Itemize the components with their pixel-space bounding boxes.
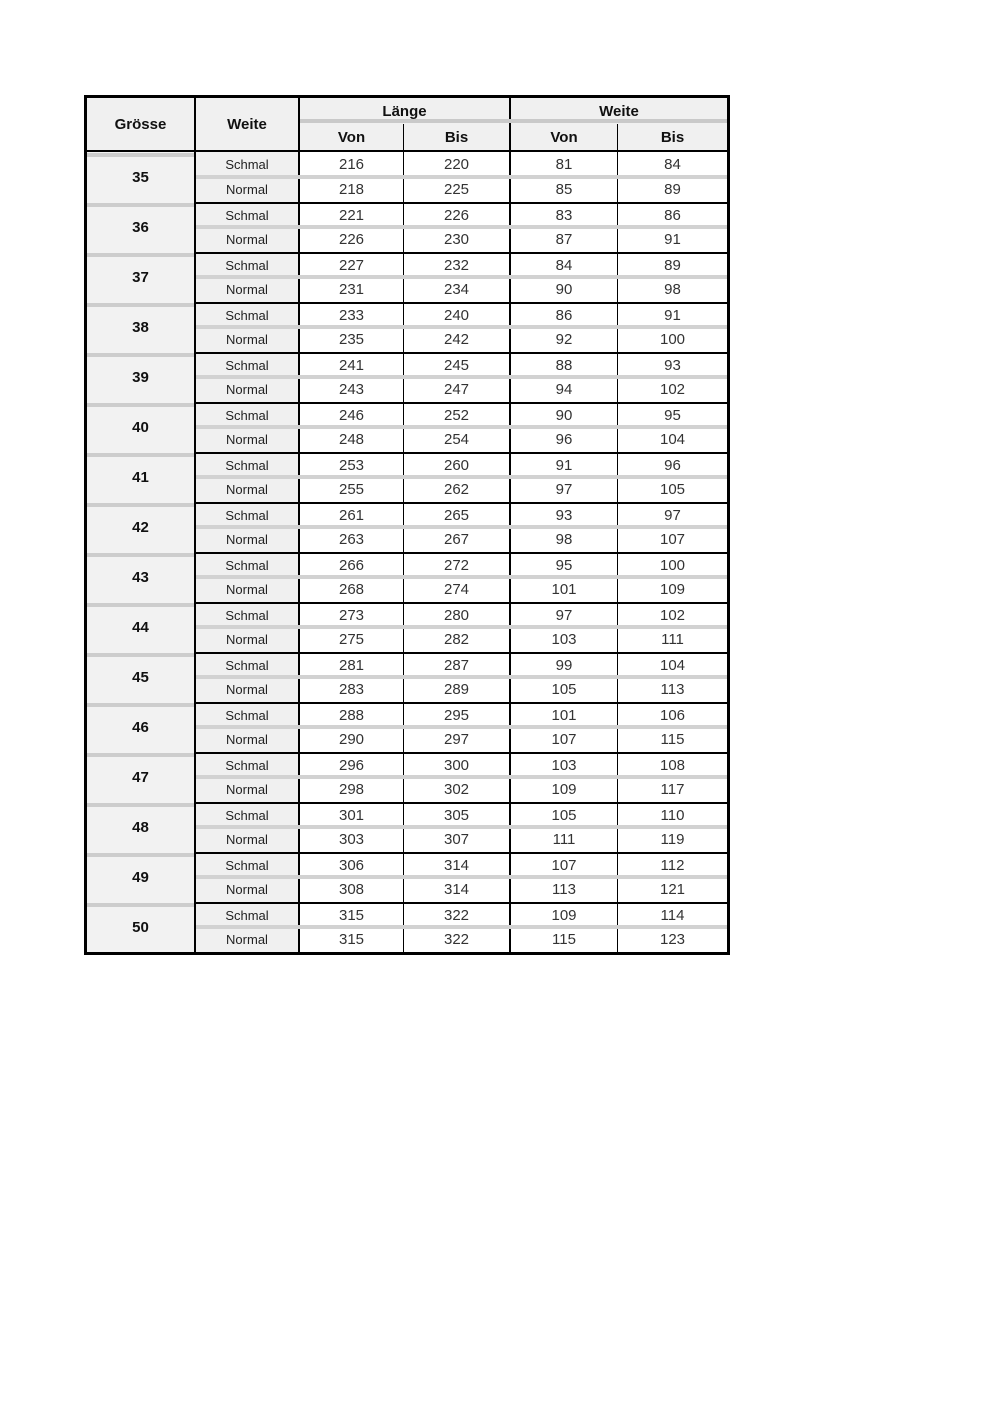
value-cell: 110 — [618, 802, 727, 827]
value-cell: 90 — [511, 277, 618, 302]
header-weite-group: Weite — [599, 102, 639, 120]
weite-label-cell: Schmal — [196, 752, 300, 777]
value-cell: 235 — [300, 327, 404, 352]
value-cell: 281 — [300, 652, 404, 677]
value-cell: 314 — [404, 877, 511, 902]
weite-label-cell: Schmal — [196, 652, 300, 677]
value-cell: 227 — [300, 252, 404, 277]
value-cell: 245 — [404, 352, 511, 377]
value-cell: 115 — [511, 927, 618, 952]
value-cell: 106 — [618, 702, 727, 727]
weite-label-cell: Normal — [196, 927, 300, 952]
value-cell: 241 — [300, 352, 404, 377]
weite-label-cell: Schmal — [196, 502, 300, 527]
value-cell: 265 — [404, 502, 511, 527]
value-cell: 288 — [300, 702, 404, 727]
table-row-group — [87, 302, 727, 352]
weite-label-cell: Normal — [196, 677, 300, 702]
value-cell: 242 — [404, 327, 511, 352]
value-cell: 261 — [300, 502, 404, 527]
value-cell: 274 — [404, 577, 511, 602]
value-cell: 113 — [618, 677, 727, 702]
value-cell: 308 — [300, 877, 404, 902]
value-cell: 283 — [300, 677, 404, 702]
value-cell: 290 — [300, 727, 404, 752]
table-row-group — [87, 452, 727, 502]
table-row-group — [87, 752, 727, 802]
value-cell: 91 — [618, 227, 727, 252]
value-cell: 303 — [300, 827, 404, 852]
value-cell: 85 — [511, 177, 618, 202]
value-cell: 102 — [618, 602, 727, 627]
value-cell: 226 — [300, 227, 404, 252]
size-cell: 50 — [87, 902, 196, 952]
value-cell: 112 — [618, 852, 727, 877]
value-cell: 267 — [404, 527, 511, 552]
value-cell: 91 — [618, 302, 727, 327]
header-weite: Weite — [196, 98, 300, 150]
value-cell: 273 — [300, 602, 404, 627]
size-cell: 49 — [87, 852, 196, 902]
value-cell: 300 — [404, 752, 511, 777]
size-cell: 40 — [87, 402, 196, 452]
value-cell: 296 — [300, 752, 404, 777]
value-cell: 103 — [511, 752, 618, 777]
value-cell: 255 — [300, 477, 404, 502]
weite-label-cell: Schmal — [196, 852, 300, 877]
size-cell: 35 — [87, 152, 196, 202]
weite-label-cell: Schmal — [196, 702, 300, 727]
value-cell: 119 — [618, 827, 727, 852]
value-cell: 298 — [300, 777, 404, 802]
value-cell: 89 — [618, 252, 727, 277]
value-cell: 268 — [300, 577, 404, 602]
value-cell: 220 — [404, 152, 511, 177]
weite-label-cell: Normal — [196, 227, 300, 252]
value-cell: 297 — [404, 727, 511, 752]
value-cell: 322 — [404, 902, 511, 927]
value-cell: 88 — [511, 352, 618, 377]
value-cell: 322 — [404, 927, 511, 952]
value-cell: 90 — [511, 402, 618, 427]
header-laenge-group: Länge — [300, 98, 511, 124]
table-row-group — [87, 852, 727, 902]
table-row-group — [87, 352, 727, 402]
value-cell: 221 — [300, 202, 404, 227]
value-cell: 84 — [618, 152, 727, 177]
value-cell: 97 — [618, 502, 727, 527]
value-cell: 302 — [404, 777, 511, 802]
table-row-group — [87, 702, 727, 752]
header-laenge-bis: Bis — [404, 124, 511, 150]
value-cell: 315 — [300, 902, 404, 927]
value-cell: 263 — [300, 527, 404, 552]
value-cell: 108 — [618, 752, 727, 777]
value-cell: 109 — [618, 577, 727, 602]
value-cell: 92 — [511, 327, 618, 352]
value-cell: 102 — [618, 377, 727, 402]
value-cell: 307 — [404, 827, 511, 852]
size-cell: 38 — [87, 302, 196, 352]
value-cell: 107 — [511, 852, 618, 877]
weite-label-cell: Normal — [196, 327, 300, 352]
value-cell: 231 — [300, 277, 404, 302]
weite-label-cell: Schmal — [196, 452, 300, 477]
value-cell: 87 — [511, 227, 618, 252]
value-cell: 218 — [300, 177, 404, 202]
value-cell: 99 — [511, 652, 618, 677]
table-body — [87, 152, 727, 952]
weite-label-cell: Schmal — [196, 602, 300, 627]
value-cell: 103 — [511, 627, 618, 652]
weite-label-cell: Schmal — [196, 152, 300, 177]
value-cell: 100 — [618, 552, 727, 577]
table-row-group — [87, 652, 727, 702]
value-cell: 226 — [404, 202, 511, 227]
size-cell: 44 — [87, 602, 196, 652]
value-cell: 111 — [511, 827, 618, 852]
weite-label-cell: Schmal — [196, 352, 300, 377]
table-row-group — [87, 402, 727, 452]
value-cell: 314 — [404, 852, 511, 877]
value-cell: 96 — [618, 452, 727, 477]
table-row-group — [87, 552, 727, 602]
value-cell: 295 — [404, 702, 511, 727]
weite-label-cell: Normal — [196, 527, 300, 552]
table-row-group — [87, 252, 727, 302]
value-cell: 109 — [511, 777, 618, 802]
size-cell: 45 — [87, 652, 196, 702]
weite-label-cell: Normal — [196, 727, 300, 752]
table-row-group — [87, 152, 727, 202]
weite-label-cell: Schmal — [196, 552, 300, 577]
weite-label-cell: Schmal — [196, 302, 300, 327]
size-cell: 46 — [87, 702, 196, 752]
weite-label-cell: Normal — [196, 827, 300, 852]
header-weite-von: Von — [511, 124, 618, 150]
weite-label-cell: Normal — [196, 577, 300, 602]
value-cell: 117 — [618, 777, 727, 802]
weite-label-cell: Normal — [196, 177, 300, 202]
value-cell: 289 — [404, 677, 511, 702]
header-groesse: Grösse — [87, 98, 196, 150]
value-cell: 94 — [511, 377, 618, 402]
value-cell: 83 — [511, 202, 618, 227]
value-cell: 234 — [404, 277, 511, 302]
value-cell: 104 — [618, 652, 727, 677]
value-cell: 243 — [300, 377, 404, 402]
weite-label-cell: Normal — [196, 627, 300, 652]
weite-label-cell: Normal — [196, 477, 300, 502]
size-cell: 43 — [87, 552, 196, 602]
value-cell: 315 — [300, 927, 404, 952]
value-cell: 109 — [511, 902, 618, 927]
table-row-group — [87, 902, 727, 952]
value-cell: 86 — [618, 202, 727, 227]
value-cell: 105 — [618, 477, 727, 502]
value-cell: 111 — [618, 627, 727, 652]
weite-label-cell: Normal — [196, 877, 300, 902]
value-cell: 287 — [404, 652, 511, 677]
value-cell: 216 — [300, 152, 404, 177]
value-cell: 262 — [404, 477, 511, 502]
value-cell: 115 — [618, 727, 727, 752]
value-cell: 233 — [300, 302, 404, 327]
value-cell: 86 — [511, 302, 618, 327]
size-cell: 36 — [87, 202, 196, 252]
value-cell: 280 — [404, 602, 511, 627]
size-cell: 47 — [87, 752, 196, 802]
value-cell: 96 — [511, 427, 618, 452]
weite-label-cell: Schmal — [196, 902, 300, 927]
value-cell: 101 — [511, 577, 618, 602]
value-cell: 272 — [404, 552, 511, 577]
size-cell: 37 — [87, 252, 196, 302]
value-cell: 113 — [511, 877, 618, 902]
value-cell: 98 — [618, 277, 727, 302]
weite-label-cell: Schmal — [196, 402, 300, 427]
value-cell: 84 — [511, 252, 618, 277]
value-cell: 93 — [511, 502, 618, 527]
size-cell: 42 — [87, 502, 196, 552]
value-cell: 246 — [300, 402, 404, 427]
size-cell: 39 — [87, 352, 196, 402]
value-cell: 105 — [511, 802, 618, 827]
value-cell: 95 — [618, 402, 727, 427]
header-laenge-von: Von — [300, 124, 404, 150]
value-cell: 275 — [300, 627, 404, 652]
value-cell: 248 — [300, 427, 404, 452]
value-cell: 100 — [618, 327, 727, 352]
value-cell: 266 — [300, 552, 404, 577]
value-cell: 91 — [511, 452, 618, 477]
value-cell: 97 — [511, 477, 618, 502]
value-cell: 252 — [404, 402, 511, 427]
value-cell: 240 — [404, 302, 511, 327]
value-cell: 225 — [404, 177, 511, 202]
table-row-group — [87, 602, 727, 652]
weite-label-cell: Schmal — [196, 802, 300, 827]
value-cell: 97 — [511, 602, 618, 627]
value-cell: 105 — [511, 677, 618, 702]
value-cell: 89 — [618, 177, 727, 202]
value-cell: 95 — [511, 552, 618, 577]
value-cell: 107 — [618, 527, 727, 552]
value-cell: 93 — [618, 352, 727, 377]
size-cell: 48 — [87, 802, 196, 852]
value-cell: 230 — [404, 227, 511, 252]
value-cell: 107 — [511, 727, 618, 752]
value-cell: 282 — [404, 627, 511, 652]
weite-label-cell: Normal — [196, 377, 300, 402]
value-cell: 260 — [404, 452, 511, 477]
value-cell: 121 — [618, 877, 727, 902]
value-cell: 101 — [511, 702, 618, 727]
value-cell: 98 — [511, 527, 618, 552]
table-row-group — [87, 502, 727, 552]
value-cell: 232 — [404, 252, 511, 277]
value-cell: 81 — [511, 152, 618, 177]
table-header — [87, 98, 727, 152]
value-cell: 104 — [618, 427, 727, 452]
value-cell: 306 — [300, 852, 404, 877]
weite-label-cell: Normal — [196, 427, 300, 452]
value-cell: 247 — [404, 377, 511, 402]
table-row-group — [87, 802, 727, 852]
weite-label-cell: Schmal — [196, 252, 300, 277]
value-cell: 253 — [300, 452, 404, 477]
value-cell: 123 — [618, 927, 727, 952]
value-cell: 114 — [618, 902, 727, 927]
weite-label-cell: Normal — [196, 277, 300, 302]
value-cell: 254 — [404, 427, 511, 452]
size-table — [84, 95, 730, 955]
size-cell: 41 — [87, 452, 196, 502]
value-cell: 305 — [404, 802, 511, 827]
weite-label-cell: Normal — [196, 777, 300, 802]
table-row-group — [87, 202, 727, 252]
weite-label-cell: Schmal — [196, 202, 300, 227]
value-cell: 301 — [300, 802, 404, 827]
header-weite-bis: Bis — [660, 128, 685, 146]
